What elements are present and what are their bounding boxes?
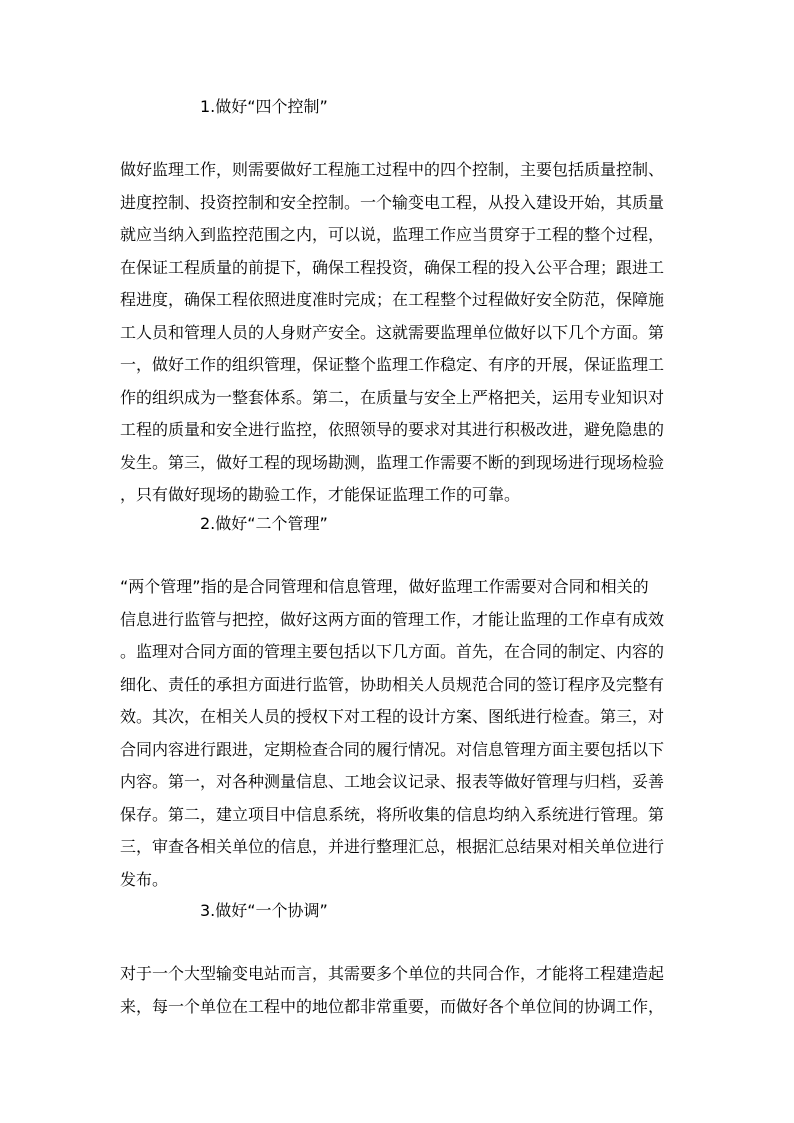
paragraph-line: 做好监理工作，则需要做好工程施工过程中的四个控制，主要包括质量控制、 xyxy=(120,160,665,179)
paragraph-line: 细化、责任的承担方面进行监管，协助相关人员规范合同的签订程序及完整有 xyxy=(120,674,665,694)
paragraph-line: 在保证工程质量的前提下，确保工程投资，确保工程的投入公平合理；跟进工 xyxy=(120,257,665,277)
paragraph-line: 发生。第三，做好工程的现场勘测，监理工作需要不断的到现场进行现场检验 xyxy=(120,452,665,472)
section-3-heading: 3.做好“一个协调” xyxy=(200,901,328,920)
section-2-heading: 2.做好“二个管理” xyxy=(200,514,328,533)
paragraph-line: 三，审查各相关单位的信息，并进行整理汇总，根据汇总结果对相关单位进行 xyxy=(120,837,665,856)
paragraph-line: 合同内容进行跟进，定期检查合同的履行情况。对信息管理方面主要包括以下 xyxy=(120,739,665,759)
paragraph-line: 来，每一个单位在工程中的地位都非常重要，而做好各个单位间的协调工作， xyxy=(120,996,665,1016)
paragraph-line: 对于一个大型输变电站而言，其需要多个单位的共同合作，才能将工程建造起 xyxy=(120,964,665,983)
paragraph-line: 保存。第二，建立项目中信息系统，将所收集的信息均纳入系统进行管理。第 xyxy=(120,804,665,824)
section-2-paragraph xyxy=(120,571,680,896)
paragraph-line: 内容。第一，对各种测量信息、工地会议记录、报表等做好管理与归档，妥善 xyxy=(120,772,665,791)
paragraph-line: 一，做好工作的组织管理，保证整个监理工作稳定、有序的开展，保证监理工 xyxy=(120,355,665,374)
paragraph-line: 作的组织成为一整套体系。第二，在质量与安全上严格把关，运用专业知识对 xyxy=(120,387,665,407)
section-3-paragraph xyxy=(120,958,680,1023)
paragraph-line: 工程的质量和安全进行监控，依照领导的要求对其进行积极改进，避免隐患的 xyxy=(120,420,665,439)
paragraph-line: 。监理对合同方面的管理主要包括以下几方面。首先，在合同的制定、内容的 xyxy=(120,642,665,661)
paragraph-line: 就应当纳入到监控范围之内，可以说，监理工作应当贯穿于工程的整个过程， xyxy=(120,225,665,244)
paragraph-line: 工人员和管理人员的人身财产安全。这就需要监理单位做好以下几个方面。第 xyxy=(120,322,665,342)
paragraph-line: 进度控制、投资控制和安全控制。一个输变电工程，从投入建设开始，其质量 xyxy=(120,192,665,212)
paragraph-line: 程进度，确保工程依照进度准时完成；在工程整个过程做好安全防范，保障施 xyxy=(120,290,665,309)
paragraph-line: 信息进行监管与把控，做好这两方面的管理工作，才能让监理的工作卓有成效 xyxy=(120,609,665,629)
section-1-heading: 1.做好“四个控制” xyxy=(200,97,328,116)
paragraph-line: 效。其次，在相关人员的授权下对工程的设计方案、图纸进行检查。第三，对 xyxy=(120,707,665,726)
section-1-paragraph xyxy=(120,154,680,512)
paragraph-line: “两个管理”指的是合同管理和信息管理，做好监理工作需要对合同和相关的 xyxy=(120,577,649,596)
paragraph-line: 发布。 xyxy=(120,869,169,889)
paragraph-line: ，只有做好现场的勘验工作，才能保证监理工作的可靠。 xyxy=(120,485,521,504)
